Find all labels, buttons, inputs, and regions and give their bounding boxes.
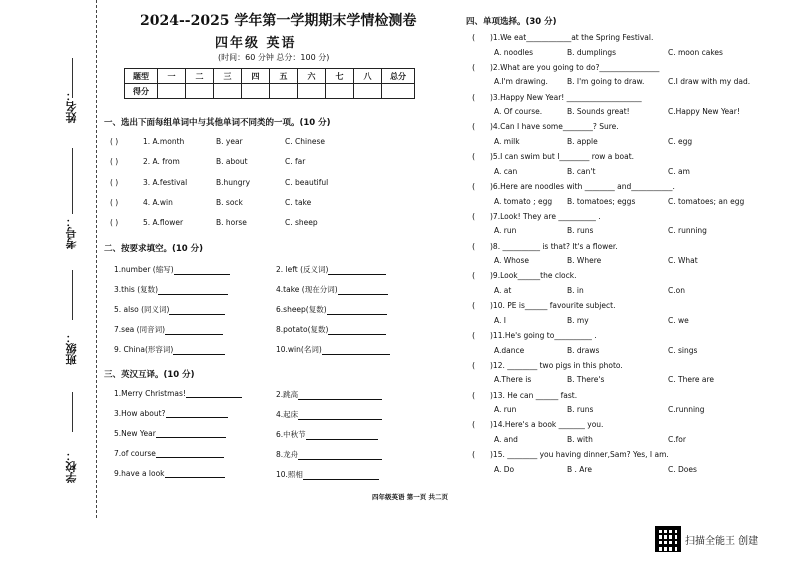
option-c: C. sings [668,345,698,355]
fill-blank[interactable] [165,334,223,335]
question-stem: )2.What are you going to do?________________ [490,62,660,72]
option-a: A. milk [494,136,520,146]
score-cell[interactable] [242,84,270,99]
exam-subtitle: 四年级 英语 [215,36,297,51]
score-cell[interactable] [270,84,298,99]
option-b: B. draws [567,345,600,355]
option-b: B. Sounds great! [567,107,630,117]
question-stem: )12. ________ two pigs in this photo. [490,360,623,370]
option-b: B. can't [567,166,596,176]
option-c: C.Happy New Year! [668,107,740,117]
score-cell[interactable] [354,84,382,99]
translate-blank[interactable] [306,439,378,440]
option-c: C.running [668,405,705,415]
option-c: C. sheep [285,218,318,227]
answer-paren[interactable]: ( ) [110,137,119,146]
question-stem: )7.Look! They are __________ . [490,211,601,221]
answer-paren[interactable]: ( ) [110,198,119,207]
score-cell[interactable] [298,84,326,99]
option-a: A. at [494,285,512,295]
translate-blank[interactable] [156,457,224,458]
translate-item [114,429,226,438]
translate-prompt: 5.New Year [114,429,156,438]
translate-item [276,429,378,440]
translate-item [114,469,225,478]
score-header-cell: 四 [242,69,270,84]
translate-prompt: 6.中秋节 [276,430,306,439]
exam-title: 2024--2025 学年第一学期期末学情检测卷 [140,13,417,29]
option-a: 4. A.win [143,198,173,207]
option-a: A.dance [494,345,525,355]
question-stem: )11.He's going to__________ . [490,331,597,340]
option-b: B. with [567,434,593,444]
option-a: A. run [494,405,517,415]
translate-item [114,389,242,398]
score-header-cell: 五 [270,69,298,84]
fill-prompt: 7.sea (同音词) [114,325,166,334]
fill-blank[interactable] [174,274,230,275]
score-header-cell: 三 [214,69,242,84]
option-b: B . Are [567,464,592,474]
question-stem: )13. He can ______ fast. [490,390,578,400]
translate-blank[interactable] [298,419,382,420]
question-stem: )15. ________ you having dinner,Sam? Yes, I am. [490,450,669,460]
fill-blank[interactable] [327,314,387,315]
score-header-cell: 一 [158,69,186,84]
option-c: C. egg [668,136,693,146]
fill-prompt: 10.win(名词) [276,345,322,354]
exam-meta: (时间：60 分钟 总分：100 分) [218,53,330,62]
fill-prompt: 3.this (复数) [114,285,159,294]
answer-paren[interactable]: ( [472,360,476,370]
margin-class-rule [72,270,73,320]
option-a: A. I [494,315,506,325]
fill-prompt: 9. China(形容词) [114,345,174,354]
translate-item [276,409,382,420]
answer-paren[interactable]: ( [472,241,476,251]
fill-prompt: 4.take (现在分词) [276,285,338,294]
score-table [124,68,415,99]
score-table-header-row [125,69,415,84]
score-header-cell: 八 [354,69,382,84]
option-a: A. noodles [494,47,534,57]
translate-blank[interactable] [298,399,382,400]
answer-paren[interactable]: ( [472,152,476,162]
page-footer: 四年级英语 第一页 共二页 [372,493,449,501]
section1-title: 一、选出下面每组单词中与其他单词不同类的一项。(10 分) [104,118,331,128]
fill-prompt: 1.number (缩写) [114,265,174,274]
question-stem: )3.Happy New Year! ____________________ [490,92,642,102]
option-b: B. I'm going to draw. [567,77,645,87]
score-header-cell: 七 [326,69,354,84]
option-b: B. about [216,157,248,166]
option-a: A. Of course. [494,107,543,117]
translate-item [276,469,379,480]
translate-blank[interactable] [186,397,242,398]
fill-blank[interactable] [328,334,386,335]
answer-paren[interactable]: ( [472,390,476,400]
answer-paren[interactable]: ( [472,182,476,191]
option-b: B.hungry [216,178,251,187]
option-c: C. Does [668,464,697,474]
option-a: A. Do [494,464,515,474]
option-c: C. far [285,157,306,166]
option-c: C. we [668,315,689,325]
translate-item [114,409,228,418]
answer-paren[interactable]: ( [472,301,476,311]
answer-paren[interactable]: ( ) [110,157,119,166]
translate-prompt: 9.have a look [114,469,165,478]
fill-item [276,304,387,315]
option-c: C. take [285,198,312,207]
translate-prompt: 8.龙舟 [276,450,299,459]
answer-paren[interactable]: ( [472,420,476,430]
question-stem: )10. PE is______ favourite subject. [490,301,616,311]
margin-school-rule [72,392,73,432]
score-cell[interactable] [326,84,354,99]
answer-paren[interactable]: ( [472,331,476,340]
option-a: A. and [494,434,518,444]
fill-item [276,324,386,335]
scanner-watermark: 扫描全能王 创建 [685,536,759,547]
option-c: C. beautiful [285,178,329,187]
translate-prompt: 10.照相 [276,470,303,479]
fill-item [114,304,225,315]
translate-prompt: 7.of course [114,449,156,458]
question-stem: )6.Here are noodles with ________ and___________. [490,182,675,191]
qr-code-icon [655,526,681,552]
option-a: 2. A. from [143,157,180,166]
score-header-cell: 二 [186,69,214,84]
option-a: A.I'm drawing. [494,77,548,87]
score-header-cell: 题型 [125,69,158,84]
option-b: B. runs [567,405,594,415]
fill-item [276,264,386,275]
option-a: A. can [494,166,518,176]
question-stem: )8. __________ is that? It's a flower. [490,241,618,251]
option-a: 1. A.month [143,137,185,146]
question-stem: )4.Can I have some________? Sure. [490,122,619,132]
answer-paren[interactable]: ( [472,211,476,221]
option-b: B. runs [567,226,594,236]
score-header-cell: 六 [298,69,326,84]
answer-paren[interactable]: ( [472,271,476,281]
question-stem: )9.Look______the clock. [490,271,577,281]
option-c: C. Chinese [285,137,325,146]
score-row-label: 得分 [125,84,158,99]
section2-title: 二、按要求填空。(10 分) [104,244,204,254]
score-cell[interactable] [382,84,415,99]
option-b: B. apple [567,136,598,146]
score-cell[interactable] [158,84,186,99]
score-cell[interactable] [214,84,242,99]
answer-paren[interactable]: ( ) [110,178,119,187]
option-a: 3. A.festival [143,178,188,187]
option-a: A.There is [494,375,532,385]
translate-prompt: 3.How about? [114,409,166,418]
fill-blank[interactable] [169,314,225,315]
option-b: B. tomatoes; eggs [567,196,636,206]
option-b: B. in [567,285,584,295]
fill-prompt: 2. left (反义词) [276,265,329,274]
score-cell[interactable] [186,84,214,99]
margin-label-class: 班级： [65,332,78,365]
score-table-score-row [125,84,415,99]
margin-label-school: 学校： [65,450,78,483]
fill-item [276,284,388,295]
question-stem: )1.We eat____________at the Spring Festival. [490,33,654,42]
option-b: B. my [567,315,589,325]
answer-paren[interactable]: ( [472,122,476,132]
fill-prompt: 6.sheep(复数) [276,305,327,314]
option-b: B. year [216,137,243,146]
option-b: B. There's [567,375,605,385]
fill-prompt: 5. also (同义词) [114,305,170,314]
option-c: C. tomatoes; an egg [668,196,745,206]
section4-title: 四、单项选择。(30 分) [466,17,557,27]
binding-dashed-line [96,0,97,518]
fill-blank[interactable] [158,294,228,295]
margin-label-name: 姓名： [65,90,78,123]
fill-item [114,264,230,275]
option-a: A. Whose [494,256,530,266]
option-b: B. dumplings [567,47,617,57]
option-c: C. There are [668,375,714,385]
fill-prompt: 8.potato(复数) [276,325,329,334]
translate-item [276,389,382,400]
option-a: A. tomato ; egg [494,196,553,206]
fill-item [114,284,228,295]
fill-blank[interactable] [173,354,225,355]
translate-blank[interactable] [156,437,226,438]
translate-blank[interactable] [303,479,379,480]
option-c: C.on [668,285,685,295]
question-stem: )14.Here's a book _______ you. [490,420,604,430]
option-a: 5. A.flower [143,218,184,227]
translate-prompt: 2.跳高 [276,390,299,399]
translate-blank[interactable] [165,477,225,478]
translate-item [114,449,224,458]
translate-blank[interactable] [166,417,228,418]
option-b: B. Where [567,256,602,266]
option-b: B. horse [216,218,247,227]
answer-paren[interactable]: ( [472,450,476,460]
fill-blank[interactable] [338,294,388,295]
option-b: B. sock [216,198,243,207]
fill-item [276,344,390,355]
fill-blank[interactable] [328,274,386,275]
option-a: A. run [494,226,517,236]
translate-prompt: 4.起床 [276,410,299,419]
translate-blank[interactable] [298,459,382,460]
fill-item [114,324,223,335]
option-c: C. running [668,226,707,236]
option-c: C.for [668,434,686,444]
margin-label-id: 考号： [65,216,78,249]
question-stem: )5.I can swim but I________ row a boat. [490,152,635,162]
answer-paren[interactable]: ( [472,92,476,102]
answer-paren[interactable]: ( [472,62,476,72]
answer-paren[interactable]: ( [472,33,476,42]
option-c: C. am [668,166,690,176]
section3-title: 三、英汉互译。(10 分) [104,370,195,380]
fill-blank[interactable] [322,354,390,355]
margin-id-rule [72,148,73,214]
option-c: C. moon cakes [668,47,723,57]
answer-paren[interactable]: ( ) [110,218,119,227]
fill-item [114,344,225,355]
score-header-cell: 总分 [382,69,415,84]
translate-prompt: 1.Merry Christmas! [114,389,186,398]
translate-item [276,449,382,460]
option-c: C.I draw with my dad. [668,77,751,87]
option-c: C. What [668,256,698,266]
